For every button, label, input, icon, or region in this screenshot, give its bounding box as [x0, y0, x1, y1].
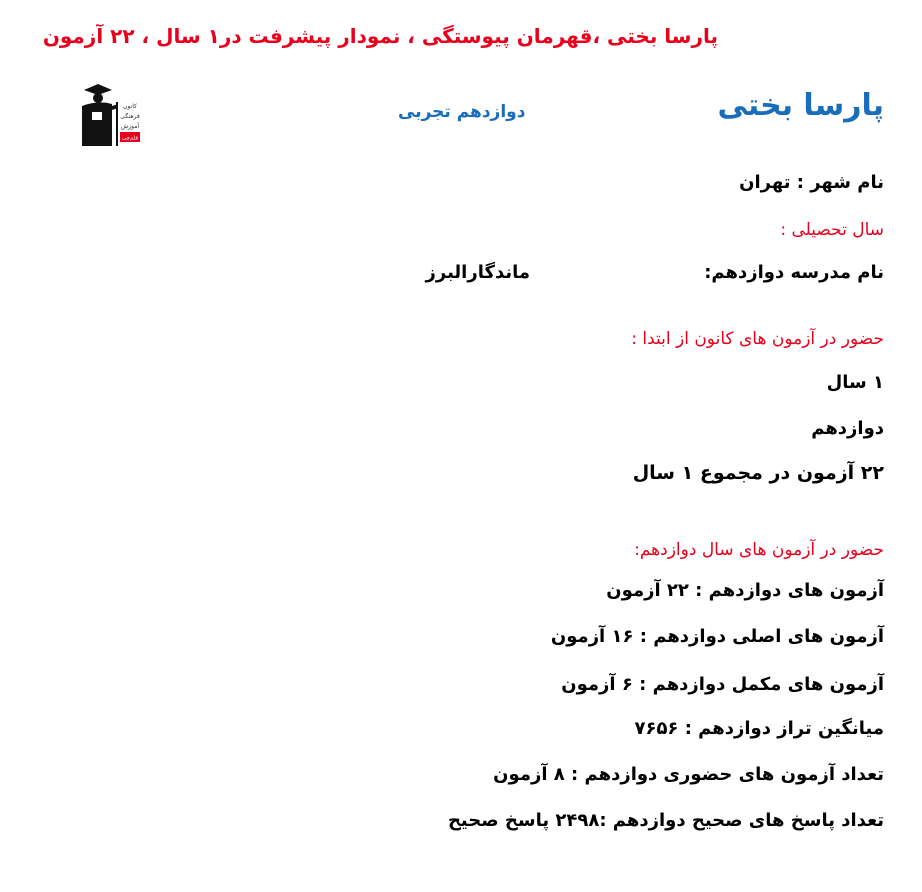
academic-year-label: سال تحصیلی : [780, 220, 884, 240]
kanoon-logo [78, 82, 142, 148]
svg-text:آموزش: آموزش [120, 123, 140, 130]
svg-text:کانون: کانون [123, 103, 137, 110]
grade12-item: آزمون های اصلی دوازدهم : ۱۶ آزمون [550, 626, 884, 647]
history-item: ۲۲ آزمون در مجموع ۱ سال [632, 462, 884, 484]
graduate-figure-icon [78, 82, 142, 148]
history-item: دوازدهم [811, 418, 884, 439]
svg-text:قلم‌چی: قلم‌چی [121, 135, 139, 142]
history-item: ۱ سال [826, 372, 884, 393]
grade-field: دوازدهم تجربی [398, 102, 526, 122]
history-section-title: حضور در آزمون های کانون از ابتدا : [631, 329, 884, 349]
school-value: ماندگارالبرز [425, 262, 530, 283]
school-label: نام مدرسه دوازدهم: [704, 262, 884, 283]
grade12-item: تعداد آزمون های حضوری دوازدهم : ۸ آزمون [493, 764, 884, 785]
student-name: پارسا بختی [717, 88, 884, 123]
city-line: نام شهر : تهران [739, 172, 884, 193]
grade12-section-title: حضور در آزمون های سال دوازدهم: [634, 540, 884, 560]
grade12-item: آزمون های دوازدهم : ۲۲ آزمون [606, 580, 884, 601]
page-headline: پارسا بختی ،قهرمان پیوستگی ، نمودار پیشرفت در۱ سال ، ۲۲ آزمون [42, 24, 718, 48]
svg-text:فرهنگی: فرهنگی [120, 113, 140, 120]
grade12-item: آزمون های مکمل دوازدهم : ۶ آزمون [561, 674, 884, 695]
grade12-item: میانگین تراز دوازدهم : ۷۶۵۶ [634, 718, 884, 739]
grade12-item: تعداد پاسخ های صحیح دوازدهم :۲۴۹۸ پاسخ صحیح [447, 810, 884, 831]
